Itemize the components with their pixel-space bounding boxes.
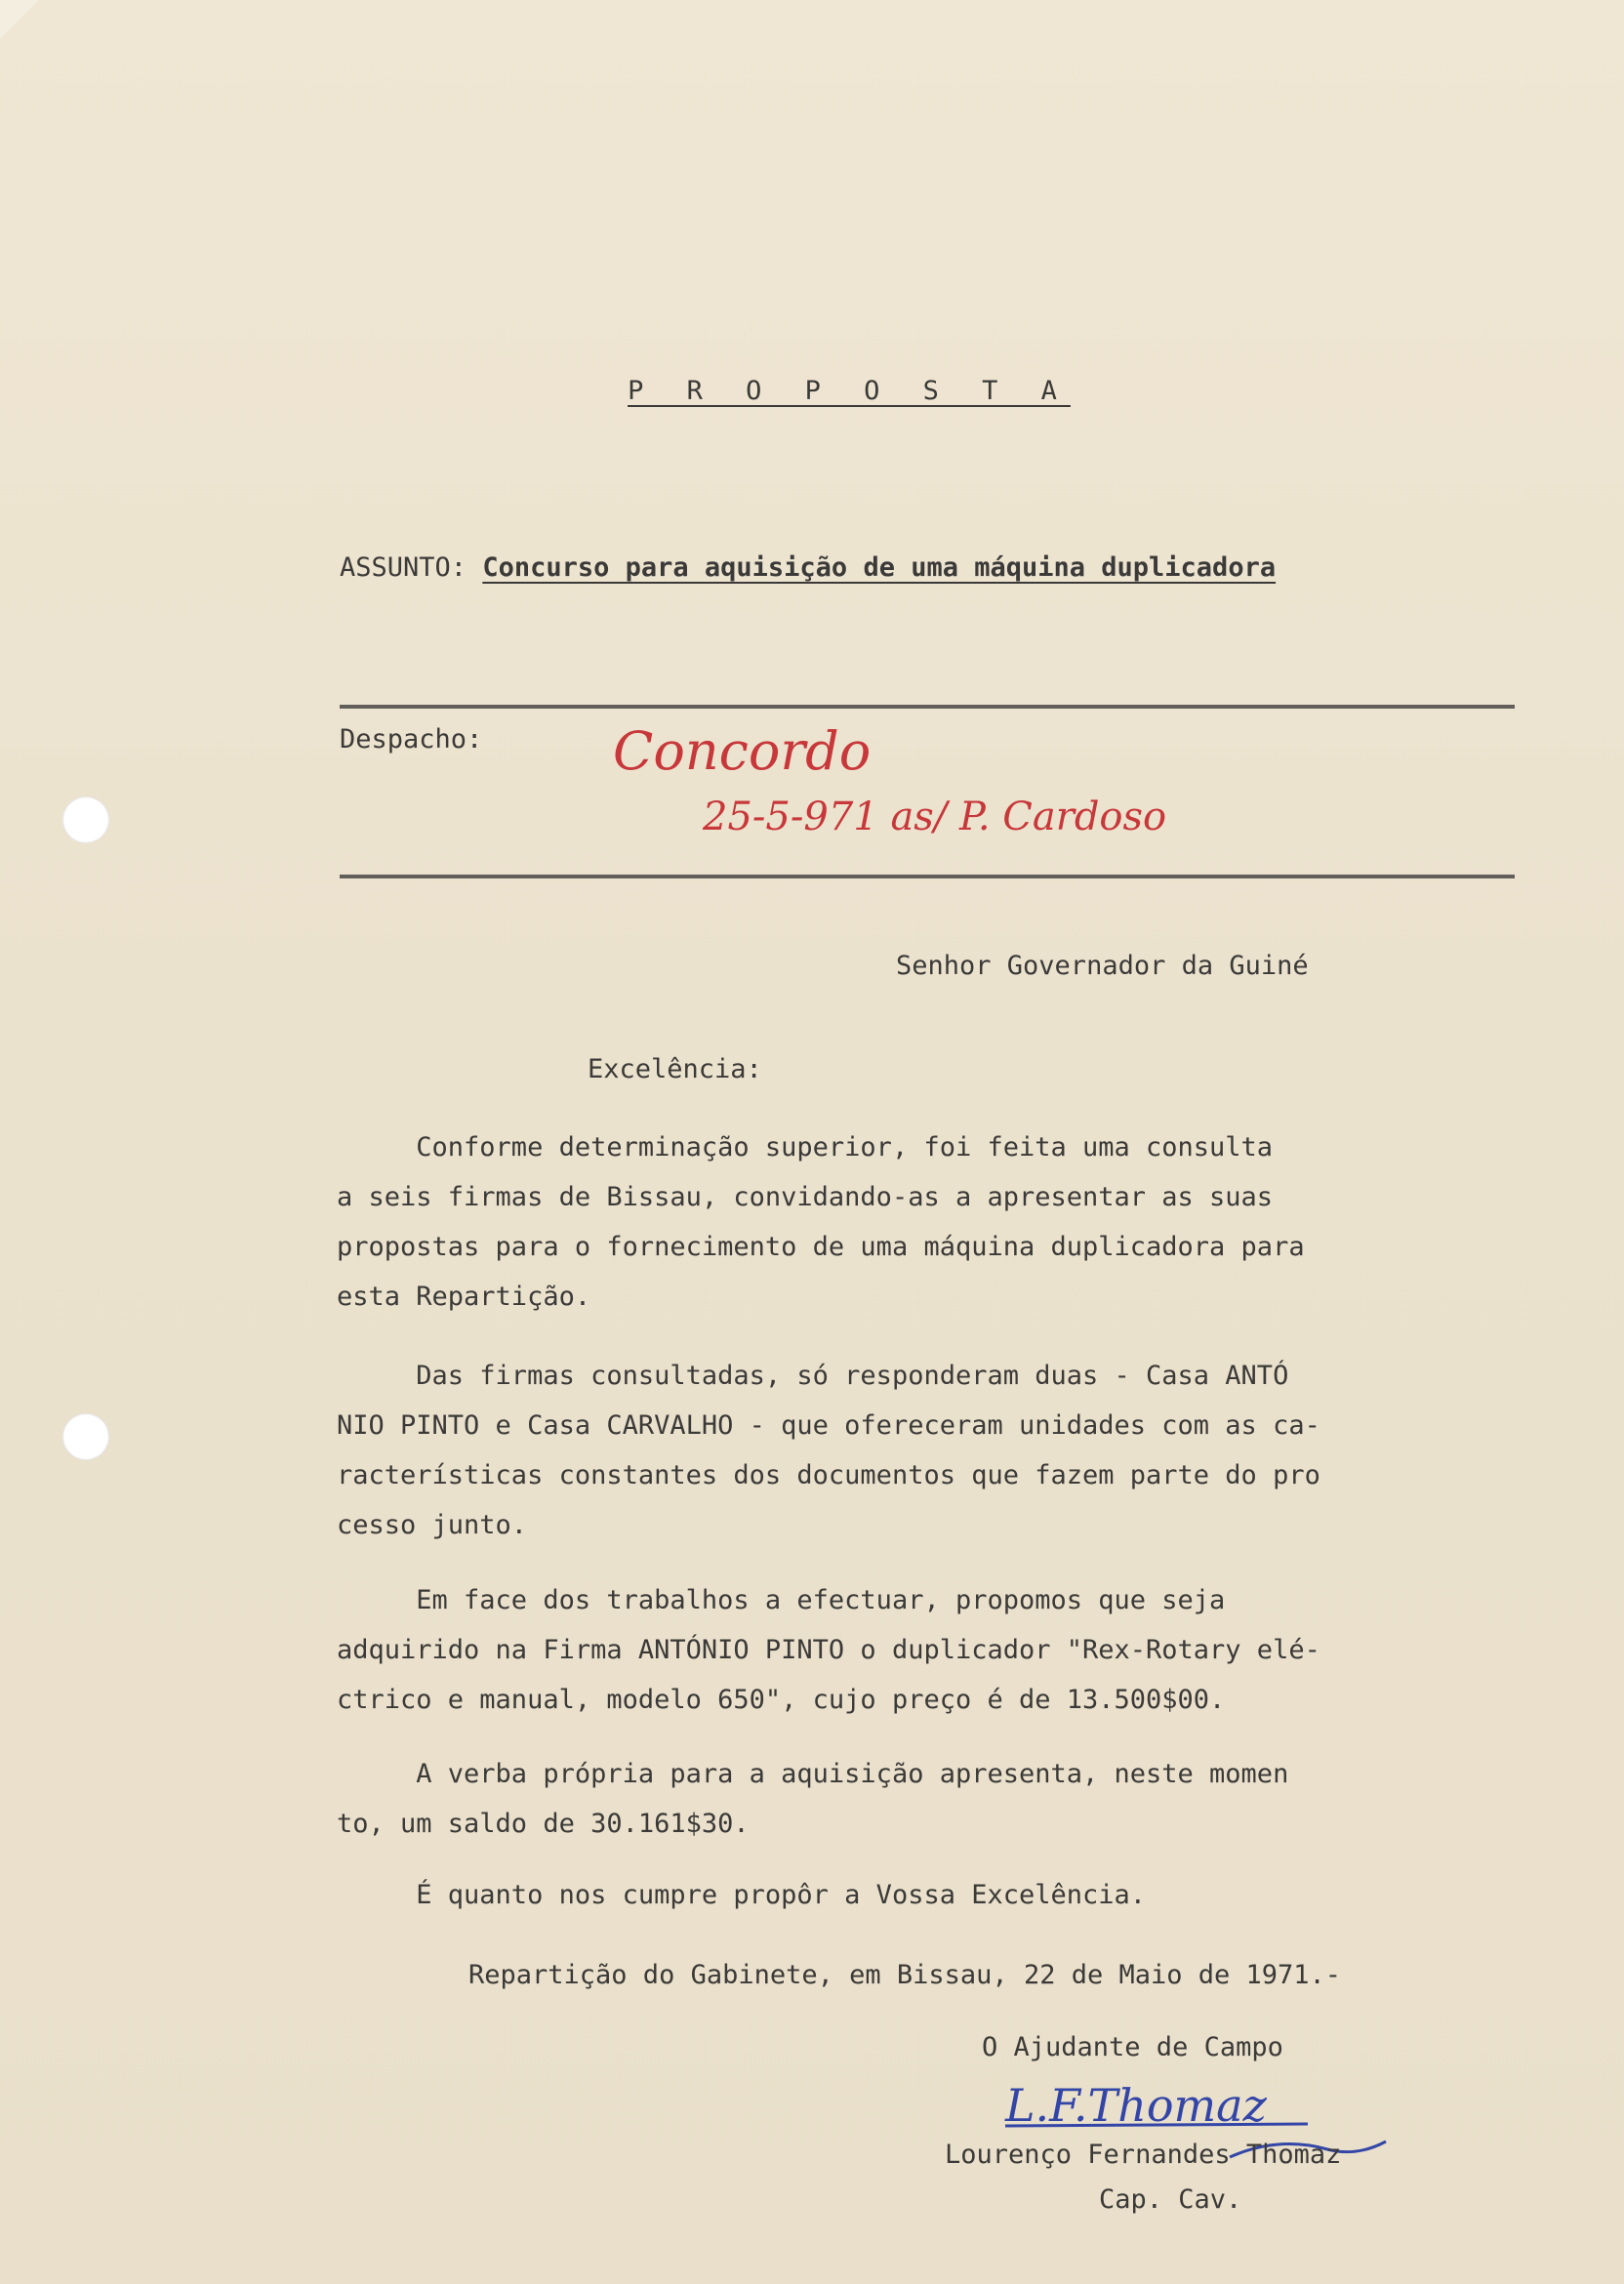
subject-text: Concurso para aquisição de uma máquina duplicadora bbox=[482, 552, 1277, 583]
subject-line bbox=[340, 552, 1276, 583]
despacho-handwriting bbox=[595, 713, 1376, 859]
divider-top bbox=[340, 705, 1515, 709]
document-title: P R O P O S T A bbox=[628, 376, 1071, 406]
despacho-line-2: 25-5-971 as/ P. Cardoso bbox=[703, 795, 1167, 839]
signature-script: L.F.Thomaz bbox=[1005, 2079, 1267, 2132]
despacho-label: Despacho: bbox=[340, 724, 483, 755]
subject-label: ASSUNTO: bbox=[340, 552, 467, 583]
despacho-line-1: Concordo bbox=[613, 720, 872, 782]
corner-fold bbox=[0, 0, 39, 39]
punch-hole-icon bbox=[62, 796, 109, 843]
paragraph-2: Das firmas consultadas, só responderam duas - Casa ANTÓ NIO PINTO e Casa CARVALHO - que ofereceram unidades com as ca- racterísticas constantes dos documentos que fazem parte do pro cesso junto. bbox=[337, 1361, 1320, 1540]
signer-role: O Ajudante de Campo bbox=[982, 2032, 1283, 2062]
paragraph-1: Conforme determinação superior, foi feita uma consulta a seis firmas de Bissau, convidando-as a apresentar as suas propostas para o fornecimento de uma máquina duplicadora para esta Repartição. bbox=[337, 1132, 1305, 1312]
signer-name: Lourenço Fernandes Thomaz bbox=[945, 2140, 1342, 2170]
date-line: Repartição do Gabinete, em Bissau, 22 de Maio de 1971.- bbox=[468, 1960, 1342, 1990]
divider-bottom bbox=[340, 875, 1515, 878]
paragraph-3: Em face dos trabalhos a efectuar, propomos que seja adquirido na Firma ANTÓNIO PINTO o duplicador "Rex-Rotary elé- ctrico e manual, modelo 650", cujo preço é de 13.500$00. bbox=[337, 1585, 1320, 1715]
paragraph-5: É quanto nos cumpre propôr a Vossa Excelência. bbox=[337, 1880, 1147, 1910]
paragraph-4: A verba própria para a aquisição apresenta, neste momen to, um saldo de 30.161$30. bbox=[337, 1759, 1289, 1839]
signer-rank: Cap. Cav. bbox=[1099, 2184, 1242, 2215]
addressee: Senhor Governador da Guiné bbox=[896, 951, 1309, 981]
punch-hole-icon bbox=[62, 1413, 109, 1460]
signature bbox=[986, 2067, 1474, 2194]
salutation: Excelência: bbox=[588, 1054, 762, 1084]
